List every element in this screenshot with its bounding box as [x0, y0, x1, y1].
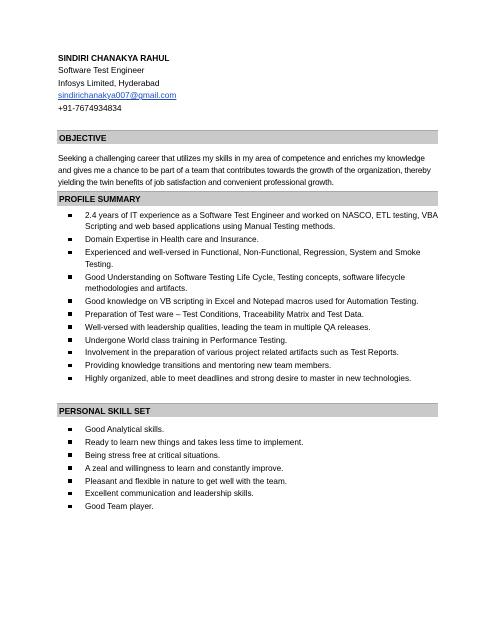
- list-item-text: Being stress free at critical situations.: [85, 450, 221, 460]
- bullet-square-icon: [68, 275, 72, 279]
- personal-skill-set-heading: PERSONAL SKILL SET: [57, 403, 438, 417]
- objective-text: Seeking a challenging career that utilizes my skills in my area of competence and enriches my knowledge and gives me a chance to be part of a team that contributes towards the growth of the organization, thereby yielding the twin benefits of job satisfaction and convenient professional growth.: [58, 154, 431, 188]
- list-item-text: Good Understanding on Software Testing Life Cycle, Testing concepts, software lifecycle methodologies and artifacts.: [85, 272, 406, 293]
- list-item: [68, 437, 440, 449]
- bullet-square-icon: [68, 466, 72, 470]
- list-item: [68, 322, 440, 333]
- list-item-text: Involvement in the preparation of various project related artifacts such as Test Reports.: [85, 348, 399, 358]
- bullet-square-icon: [68, 338, 72, 342]
- list-item: [68, 501, 440, 513]
- bullet-square-icon: [68, 251, 72, 255]
- bullet-square-icon: [68, 238, 72, 242]
- bullet-square-icon: [68, 299, 72, 303]
- list-item-text: A zeal and willingness to learn and constantly improve.: [85, 463, 284, 473]
- bullet-square-icon: [68, 377, 72, 381]
- personal-skill-list: [68, 424, 440, 514]
- bullet-square-icon: [68, 312, 72, 316]
- list-item: [68, 476, 440, 488]
- list-item: [68, 373, 440, 384]
- list-item: [68, 234, 440, 245]
- profile-summary-list: [68, 210, 440, 386]
- bullet-square-icon: [68, 351, 72, 355]
- list-item: [68, 424, 440, 436]
- bullet-square-icon: [68, 428, 72, 432]
- bullet-square-icon: [68, 505, 72, 509]
- list-item-text: Excellent communication and leadership skills.: [85, 489, 254, 499]
- objective-heading: OBJECTIVE: [57, 130, 438, 144]
- list-item-text: Pleasant and flexible in nature to get well with the team.: [85, 476, 288, 486]
- list-item: [68, 247, 440, 270]
- list-item-text: Highly organized, able to meet deadlines and strong desire to master in new technologies.: [85, 374, 412, 384]
- list-item-text: Good Team player.: [85, 502, 154, 512]
- list-item: [68, 463, 440, 475]
- list-item: [68, 335, 440, 346]
- list-item: [68, 488, 440, 500]
- bullet-square-icon: [68, 214, 72, 218]
- list-item-text: Domain Expertise in Health care and Insurance.: [85, 235, 259, 245]
- bullet-square-icon: [68, 325, 72, 329]
- company-location: Infosys Limited, Hyderabad: [58, 77, 160, 88]
- list-item: [68, 360, 440, 371]
- list-item: [68, 296, 440, 307]
- list-item: [68, 210, 440, 233]
- bullet-square-icon: [68, 453, 72, 457]
- phone-number: +91-7674934834: [58, 102, 122, 113]
- list-item-text: Providing knowledge transitions and mentoring new team members.: [85, 361, 332, 371]
- bullet-square-icon: [68, 364, 72, 368]
- bullet-square-icon: [68, 440, 72, 444]
- list-item-text: 2.4 years of IT experience as a Software Test Engineer and worked on NASCO, ETL testing, VBA Scripting and web based applications using Manual Testing methods.: [85, 211, 438, 232]
- bullet-square-icon: [68, 492, 72, 496]
- list-item-text: Preparation of Test ware – Test Conditions, Traceability Matrix and Test Data.: [85, 309, 364, 319]
- bullet-square-icon: [68, 479, 72, 483]
- list-item-text: Good Analytical skills.: [85, 425, 165, 434]
- list-item-text: Good knowledge on VB scripting in Excel and Notepad macros used for Automation Testing.: [85, 296, 419, 306]
- list-item-text: Well-versed with leadership qualities, leading the team in multiple QA releases.: [85, 322, 371, 332]
- list-item-text: Ready to learn new things and takes less time to implement.: [85, 437, 304, 447]
- list-item: [68, 347, 440, 358]
- contact-block: [58, 52, 176, 114]
- list-item: [68, 309, 440, 320]
- list-item: [68, 272, 440, 295]
- email-link[interactable]: sindirichanakya007@gmail.com: [58, 90, 177, 101]
- list-item-text: Experienced and well-versed in Functional, Non-Functional, Regression, System and Smoke Testing.: [85, 248, 421, 269]
- candidate-name: SINDIRI CHANAKYA RAHUL: [58, 53, 170, 63]
- list-item: [68, 450, 440, 462]
- list-item-text: Undergone World class training in Performance Testing.: [85, 335, 288, 345]
- profile-summary-heading: PROFILE SUMMARY: [57, 192, 438, 206]
- job-title: Software Test Engineer: [58, 65, 145, 76]
